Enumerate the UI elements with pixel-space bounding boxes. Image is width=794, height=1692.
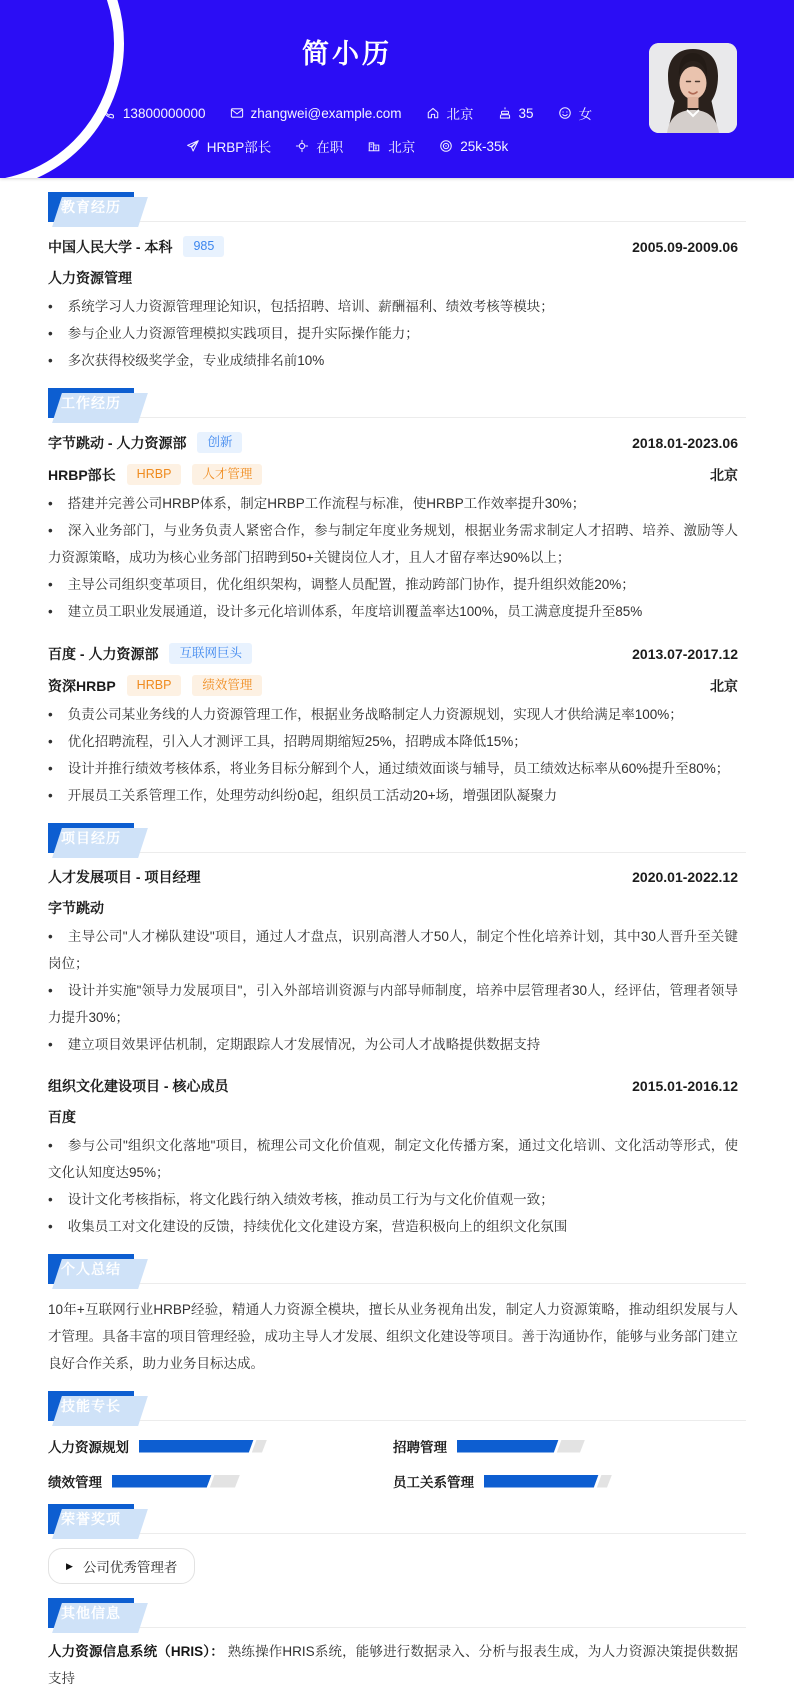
skill-fill — [112, 1475, 212, 1488]
entry-title: 组织文化建设项目 - 核心成员 — [48, 1078, 229, 1094]
tag: 人才管理 — [192, 464, 262, 485]
other-info-label: 人力资源信息系统（HRIS）： — [48, 1644, 224, 1659]
entry-line — [48, 1076, 738, 1096]
entry-line — [48, 643, 738, 664]
entry-line — [48, 675, 738, 696]
other-info-text: 熟练操作HRIS系统，能够进行数据录入、分析与报表生成，为人力资源决策提供数据支持 — [48, 1644, 738, 1686]
bullet-text: 主导公司组织变革项目，优化组织架构，调整人员配置，推动跨部门协作，提升组织效能20%； — [67, 577, 635, 592]
entry-subtitle: HRBP部长 — [48, 466, 116, 483]
bullet-item — [48, 517, 738, 571]
section-skills — [48, 1391, 738, 1490]
bullet-dot: • — [48, 523, 53, 538]
bullet-list — [48, 1132, 738, 1240]
section-other — [48, 1598, 738, 1692]
bullet-text: 设计文化考核指标，将文化践行纳入绩效考核，推动员工行为与文化价值观一致； — [67, 1192, 554, 1207]
summary-text: 10年+互联网行业HRBP经验，精通人力资源全模块，擅长从业务视角出发，制定人力资源策略，推动组织发展与人才管理。具备丰富的项目管理经验，成功主导人才发展、组织文化建设等项目。善于沟通协作，能够与业务部门建立良好合作关系，助力业务目标达成。 — [48, 1302, 738, 1371]
section-education — [48, 192, 738, 374]
gender-icon — [558, 106, 572, 120]
contact-item — [498, 106, 534, 121]
award-chip — [48, 1548, 195, 1584]
entry-line-left — [48, 1107, 76, 1127]
entry-subtitle: 资深HRBP — [48, 677, 116, 694]
bullet-item — [48, 1186, 738, 1213]
bullet-text: 深入业务部门，与业务负责人紧密合作，参与制定年度业务规划，根据业务需求制定人才招聘、培养、激励等人力资源策略，成功为核心业务部门招聘到50+关键岗位人才，且人才留存率达90%以上； — [48, 523, 738, 565]
bullet-text: 参与企业人力资源管理模拟实践项目，提升实际操作能力； — [67, 326, 419, 341]
contact-value: 25k-35k — [460, 138, 509, 154]
contact-item — [367, 136, 415, 156]
bullet-text: 开展员工关系管理工作，处理劳动纠纷0起，组织员工活动20+场，增强团队凝聚力 — [67, 788, 558, 803]
bullet-text: 建立员工职业发展通道，设计多元化培训体系，年度培训覆盖率达100%，员工满意度提升至85% — [67, 604, 643, 619]
section-underline — [48, 1283, 746, 1284]
bullet-dot: • — [48, 734, 53, 749]
resume-header — [0, 0, 794, 178]
award-list — [48, 1548, 738, 1584]
bullet-item — [48, 701, 738, 728]
paper-plane-icon — [186, 139, 200, 153]
section-header-project — [48, 823, 738, 853]
contact-value: 在职 — [316, 140, 344, 155]
bullet-list — [48, 923, 738, 1058]
skill-bar — [112, 1475, 240, 1488]
entry-date: 2015.01-2016.12 — [632, 1078, 738, 1094]
entry-line-left — [48, 464, 262, 485]
entry — [48, 867, 738, 1058]
contact-item — [295, 136, 343, 156]
entry-title: 人才发展项目 - 项目经理 — [48, 869, 201, 885]
bullet-text: 主导公司"人才梯队建设"项目，通过人才盘点，识别高潜人才50人，制定个性化培养计划，其中30人晋升至关键岗位； — [48, 929, 738, 971]
bullet-text: 优化招聘流程，引入人才测评工具，招聘周期缩短25%，招聘成本降低15%； — [67, 734, 527, 749]
section-title-badge: 荣誉奖项 — [48, 1504, 134, 1534]
skill-fill — [457, 1440, 559, 1453]
city-icon — [367, 139, 381, 153]
contact-value: zhangwei@example.com — [250, 105, 402, 121]
section-title-badge: 技能专长 — [48, 1391, 134, 1421]
contact-row-2 — [60, 136, 634, 156]
contact-row-1 — [60, 103, 634, 123]
bullet-dot: • — [48, 299, 53, 314]
skill-row — [48, 1437, 393, 1455]
entry-location: 北京 — [710, 466, 738, 483]
entry-title: 字节跳动 - 人力资源部 — [48, 434, 187, 451]
bullet-item — [48, 1132, 738, 1186]
skills-grid — [48, 1437, 738, 1490]
entry — [48, 432, 738, 625]
bullet-item — [48, 320, 738, 347]
skill-bar — [457, 1440, 585, 1453]
skill-row — [393, 1437, 738, 1455]
contact-value: 女 — [578, 107, 593, 122]
section-title-badge: 其他信息 — [48, 1598, 134, 1628]
salary-icon — [439, 139, 453, 153]
section-title-badge: 个人总结 — [48, 1254, 134, 1284]
resume-body — [0, 192, 794, 1692]
mail-icon — [230, 106, 244, 120]
contact-item — [426, 103, 474, 123]
bullet-dot: • — [48, 761, 53, 776]
age-icon — [498, 106, 512, 120]
skill-bar — [139, 1440, 267, 1453]
bullet-item — [48, 490, 738, 517]
phone-icon — [102, 106, 116, 120]
bullet-dot: • — [48, 1037, 53, 1052]
entry-location: 北京 — [710, 677, 738, 694]
entry-date: 2020.01-2022.12 — [632, 869, 738, 885]
tag: HRBP — [127, 675, 182, 696]
bullet-dot: • — [48, 1219, 53, 1234]
section-header-other — [48, 1598, 738, 1628]
section-header-honors — [48, 1504, 738, 1534]
entry-title: 中国人民大学 - 本科 — [48, 238, 173, 255]
section-underline — [48, 1533, 746, 1534]
contact-item — [186, 136, 272, 156]
bullet-text: 设计并实施"领导力发展项目"，引入外部培训资源与内部导师制度，培养中层管理者30人，经评估，管理者领导力提升30%； — [48, 983, 738, 1025]
section-work — [48, 388, 738, 809]
bullet-dot: • — [48, 929, 53, 944]
entry-line — [48, 432, 738, 453]
status-icon — [295, 139, 309, 153]
skill-bar — [484, 1475, 612, 1488]
skill-fill — [484, 1475, 599, 1488]
contact-item — [558, 103, 593, 123]
bullet-text: 建立项目效果评估机制，定期跟踪人才发展情况，为公司人才战略提供数据支持 — [67, 1037, 541, 1052]
section-underline — [48, 1627, 746, 1628]
entry — [48, 236, 738, 374]
contact-item — [102, 106, 206, 121]
profile-photo — [649, 43, 737, 133]
entry-line-left — [48, 432, 242, 453]
bullet-text: 设计并推行绩效考核体系，将业务目标分解到个人，通过绩效面谈与辅导，员工绩效达标率从60%提升至80%； — [67, 761, 730, 776]
bullet-item — [48, 782, 738, 809]
entry-date: 2018.01-2023.06 — [632, 434, 738, 451]
section-underline — [48, 417, 746, 418]
entry-line-left — [48, 867, 200, 887]
entry-line — [48, 236, 738, 257]
bullet-item — [48, 755, 738, 782]
portrait-illustration — [649, 43, 737, 133]
entry-title: 百度 - 人力资源部 — [48, 645, 159, 662]
bullet-text: 搭建并完善公司HRBP体系，制定HRBP工作流程与标准，使HRBP工作效率提升30%； — [67, 496, 586, 511]
section-underline — [48, 221, 746, 222]
section-summary — [48, 1254, 738, 1377]
tag: 985 — [183, 236, 224, 257]
section-header-education — [48, 192, 738, 222]
bullet-item — [48, 347, 738, 374]
bullet-item — [48, 1213, 738, 1240]
bullet-dot: • — [48, 326, 53, 341]
skill-row — [48, 1472, 393, 1490]
bullet-item — [48, 977, 738, 1031]
entry-line-left — [48, 643, 252, 664]
entry-date: 2005.09-2009.06 — [632, 238, 738, 255]
bullet-item — [48, 293, 738, 320]
bullet-item — [48, 1031, 738, 1058]
section-header-work — [48, 388, 738, 418]
bullet-dot: • — [48, 707, 53, 722]
bullet-item — [48, 598, 738, 625]
bullet-dot: • — [48, 577, 53, 592]
section-underline — [48, 852, 746, 853]
bullet-text: 收集员工对文化建设的反馈，持续优化文化建设方案，营造积极向上的组织文化氛围 — [67, 1219, 568, 1234]
tag: 绩效管理 — [192, 675, 262, 696]
bullet-dot: • — [48, 1138, 53, 1153]
entry-line-left — [48, 268, 132, 288]
skill-row — [393, 1472, 738, 1490]
entry-line — [48, 867, 738, 887]
entry-line-left — [48, 236, 224, 257]
bullet-list — [48, 293, 738, 374]
bullet-list — [48, 701, 738, 809]
resume-title: 简小历 — [302, 39, 392, 69]
contact-value: 北京 — [446, 107, 474, 122]
entry-line — [48, 898, 738, 918]
section-header-summary — [48, 1254, 738, 1284]
bullet-dot: • — [48, 604, 53, 619]
bullet-text: 多次获得校级奖学金，专业成绩排名前10% — [67, 353, 325, 368]
contact-value: 北京 — [388, 140, 416, 155]
section-underline — [48, 1420, 746, 1421]
entry-subtitle: 字节跳动 — [48, 900, 104, 916]
entry-line — [48, 268, 738, 288]
bullet-dot: • — [48, 1192, 53, 1207]
bullet-item — [48, 728, 738, 755]
triangle-bullet-icon: ▶ — [66, 1560, 73, 1571]
home-icon — [426, 106, 440, 120]
other-info-line — [48, 1638, 738, 1692]
bullet-text: 负责公司某业务线的人力资源管理工作，根据业务战略制定人力资源规划，实现人才供给满足率100%； — [67, 707, 683, 722]
skill-fill — [139, 1440, 254, 1453]
entry-subtitle: 百度 — [48, 1109, 76, 1125]
tag: 互联网巨头 — [169, 643, 252, 664]
bullet-text: 系统学习人力资源管理理论知识，包括招聘、培训、薪酬福利、绩效考核等模块； — [67, 299, 554, 314]
entry-line-left — [48, 1076, 228, 1096]
contact-item — [230, 106, 402, 121]
award-label: 公司优秀管理者 — [82, 1560, 178, 1575]
contact-value: 13800000000 — [122, 105, 206, 121]
section-header-skills — [48, 1391, 738, 1421]
bullet-dot: • — [48, 496, 53, 511]
contact-value: 35 — [518, 105, 534, 121]
entry-line — [48, 1107, 738, 1127]
bullet-dot: • — [48, 788, 53, 803]
skill-name: 招聘管理 — [393, 1440, 447, 1455]
entry — [48, 643, 738, 809]
bullet-list — [48, 490, 738, 625]
entry-line — [48, 464, 738, 485]
section-title-badge: 教育经历 — [48, 192, 134, 222]
section-title-badge: 项目经历 — [48, 823, 134, 853]
skill-name: 人力资源规划 — [48, 1440, 129, 1455]
contact-value: HRBP部长 — [206, 140, 272, 155]
bullet-dot: • — [48, 353, 53, 368]
tag: HRBP — [127, 464, 182, 485]
entry-subtitle: 人力资源管理 — [48, 270, 132, 286]
skill-name: 绩效管理 — [48, 1475, 102, 1490]
section-title-badge: 工作经历 — [48, 388, 134, 418]
bullet-text: 参与公司"组织文化落地"项目，梳理公司文化价值观，制定文化传播方案，通过文化培训、文化活动等形式，使文化认知度达95%； — [48, 1138, 738, 1180]
entry-line-left — [48, 675, 262, 696]
entry — [48, 1076, 738, 1240]
entry-date: 2013.07-2017.12 — [632, 645, 738, 662]
section-honors — [48, 1504, 738, 1584]
bullet-item — [48, 571, 738, 598]
bullet-dot: • — [48, 983, 53, 998]
tag: 创新 — [197, 432, 242, 453]
entry-line-left — [48, 898, 104, 918]
section-project — [48, 823, 738, 1240]
skill-name: 员工关系管理 — [393, 1475, 474, 1490]
contact-item — [439, 139, 508, 154]
bullet-item — [48, 923, 738, 977]
